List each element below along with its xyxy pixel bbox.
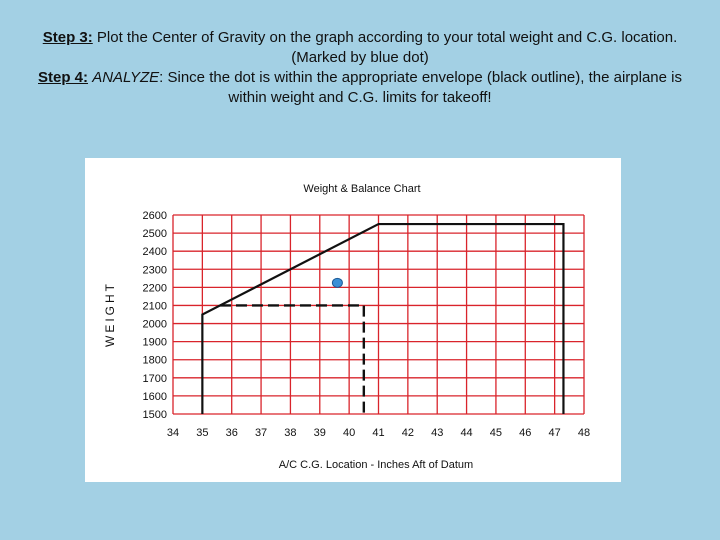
x-tick-label: 39 [313,427,326,439]
cg-dot [332,278,342,287]
y-tick-label: 1800 [142,354,167,367]
step-3-label: Step 3: [42,29,93,46]
x-tick-label: 48 [577,427,591,439]
weight-balance-chart [85,158,621,482]
x-tick-label: 44 [460,427,473,439]
chart-lines [202,224,563,414]
envelope-outline [202,224,563,414]
x-tick-label: 38 [284,427,297,439]
x-axis-label: A/C C.G. Location - Inches Aft of Datum [278,459,474,471]
y-tick-label: 2400 [142,246,167,259]
step-4-label: Step 4: [38,69,89,86]
analyze-word: ANALYZE [92,69,160,86]
step-3-text: Plot the Center of Gravity on the graph according to your total weight and C.G. location. [92,29,678,46]
y-tick-label: 2200 [142,282,167,295]
y-tick-label: 2000 [142,318,167,331]
y-axis-label: WEIGHT [103,281,117,347]
x-tick-label: 34 [166,427,180,439]
step-3-line [20,28,700,48]
x-tick-label: 40 [343,427,356,439]
x-tick-label: 47 [548,427,561,439]
y-tick-label: 2500 [142,228,167,241]
chart-title: Weight & Balance Chart [303,183,421,195]
y-tick-label: 2300 [142,264,167,277]
x-tick-label: 42 [401,427,414,439]
x-tick-label: 37 [254,427,268,439]
step-3-note: (Marked by blue dot) [291,49,429,66]
x-tick-label: 36 [225,427,238,439]
y-tick-label: 2100 [142,300,167,313]
y-tick-labels [143,210,167,421]
x-tick-label: 35 [196,427,209,439]
chart-grid [173,215,584,414]
x-tick-label: 45 [489,427,503,439]
x-tick-labels [167,427,590,439]
y-tick-label: 2600 [142,210,167,222]
step-4-text-continued: within weight and C.G. limits for takeoff! [228,89,492,106]
y-tick-label: 1500 [142,409,167,421]
y-tick-label: 1600 [142,390,167,403]
step-4-line [20,68,700,88]
y-tick-label: 1700 [142,372,167,385]
step-4-text: : Since the dot is within the appropriate envelope (black outline), the airplane is [159,69,682,86]
y-tick-label: 1900 [142,336,167,349]
chart-panel [85,158,621,482]
x-tick-label: 41 [372,427,385,439]
x-tick-label: 46 [519,427,532,439]
instructions-caption [20,28,700,108]
x-tick-label: 43 [431,427,444,439]
